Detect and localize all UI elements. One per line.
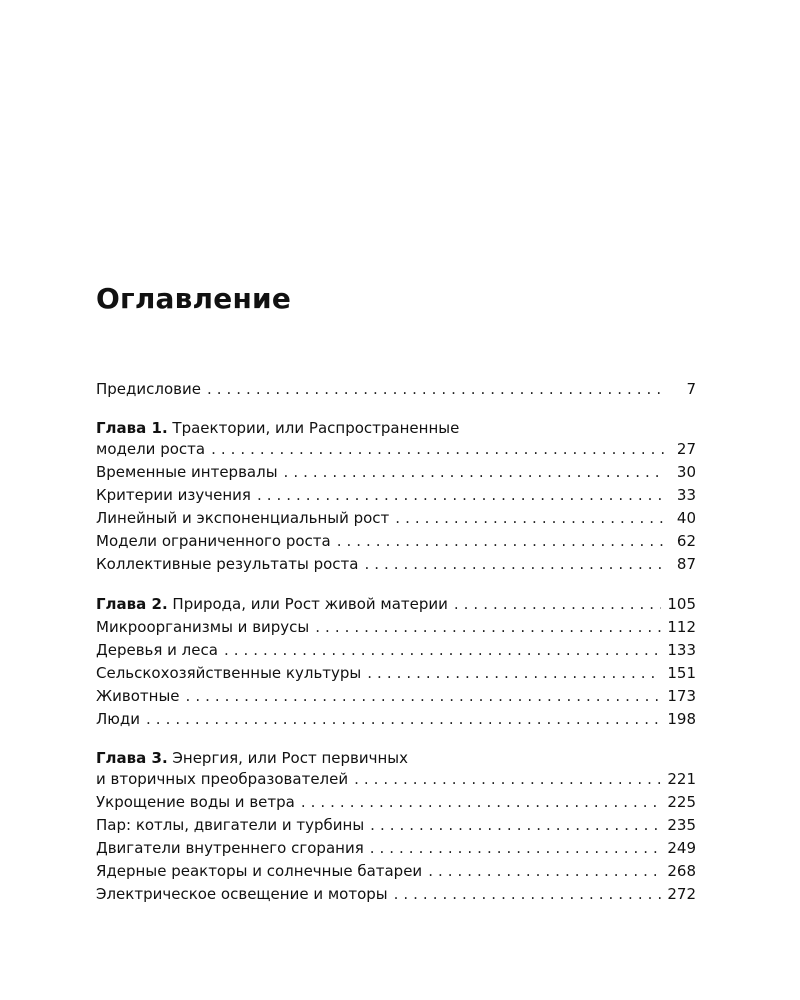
chapter-title-continued: модели роста — [96, 440, 206, 458]
toc-entry-label: Двигатели внутреннего сгорания — [96, 839, 364, 857]
toc-entry-label: Ядерные реакторы и солнечные батареи — [96, 862, 423, 880]
chapter-prefix: Глава 1. — [96, 419, 168, 437]
chapter-2-heading[interactable] — [96, 593, 696, 616]
toc-entry-label: Предисловие — [96, 380, 201, 398]
dot-leader — [367, 662, 661, 685]
toc-entry-label: Укрощение воды и ветра — [96, 793, 295, 811]
toc-entry-label: Временные интервалы — [96, 463, 278, 481]
toc-entry-preface[interactable] — [96, 378, 696, 401]
table-of-contents — [96, 378, 696, 906]
toc-page-number: 249 — [667, 839, 696, 857]
toc-entry[interactable] — [96, 837, 696, 860]
dot-leader — [354, 768, 661, 791]
toc-page-number: 221 — [667, 770, 696, 788]
chapter-1-heading-line1[interactable] — [96, 418, 696, 438]
toc-page-number: 87 — [676, 555, 696, 573]
chapter-3-heading-line2[interactable] — [96, 768, 696, 791]
dot-leader — [428, 860, 661, 883]
toc-entry[interactable] — [96, 708, 696, 731]
toc-page-number: 40 — [676, 509, 696, 527]
toc-entry[interactable] — [96, 860, 696, 883]
toc-page-number: 272 — [667, 885, 696, 903]
toc-entry[interactable] — [96, 616, 696, 639]
dot-leader — [301, 791, 662, 814]
page-title: Оглавление — [96, 282, 292, 315]
chapter-1-heading-line2[interactable] — [96, 438, 696, 461]
toc-page-number: 133 — [667, 641, 696, 659]
dot-leader — [186, 685, 662, 708]
toc-page-number: 268 — [667, 862, 696, 880]
toc-entry-label: Модели ограниченного роста — [96, 532, 331, 550]
chapter-prefix: Глава 2. — [96, 595, 168, 613]
toc-entry-label: Микроорганизмы и вирусы — [96, 618, 310, 636]
toc-entry-label: Коллективные результаты роста — [96, 555, 359, 573]
chapter-title: Траектории, или Распространенные — [172, 419, 460, 437]
toc-page-number: 62 — [676, 532, 696, 550]
toc-entry[interactable] — [96, 883, 696, 906]
dot-leader — [454, 593, 661, 616]
dot-leader — [207, 378, 666, 401]
chapter-title: Природа, или Рост живой материи — [172, 595, 448, 613]
dot-leader — [370, 837, 662, 860]
chapter-title-continued: и вторичных преобразователей — [96, 770, 349, 788]
dot-leader — [284, 461, 666, 484]
toc-page-number: 33 — [676, 486, 696, 504]
toc-entry[interactable] — [96, 814, 696, 837]
toc-entry[interactable] — [96, 685, 696, 708]
toc-entry[interactable] — [96, 484, 696, 507]
toc-page-number: 7 — [686, 380, 696, 398]
toc-entry-label: Деревья и леса — [96, 641, 218, 659]
toc-page-number: 151 — [667, 664, 696, 682]
chapter-prefix: Глава 3. — [96, 749, 168, 767]
dot-leader — [337, 530, 666, 553]
toc-page-number: 235 — [667, 816, 696, 834]
dot-leader — [257, 484, 666, 507]
toc-entry[interactable] — [96, 639, 696, 662]
toc-entry[interactable] — [96, 461, 696, 484]
dot-leader — [315, 616, 661, 639]
dot-leader — [370, 814, 661, 837]
toc-page-number: 105 — [667, 595, 696, 613]
toc-entry-label: Линейный и экспоненциальный рост — [96, 509, 390, 527]
toc-entry-label: Электрическое освещение и моторы — [96, 885, 388, 903]
dot-leader — [211, 438, 666, 461]
dot-leader — [224, 639, 661, 662]
toc-page-number: 27 — [676, 440, 696, 458]
chapter-3-heading-line1[interactable] — [96, 748, 696, 768]
toc-page-number: 173 — [667, 687, 696, 705]
dot-leader — [394, 883, 662, 906]
dot-leader — [395, 507, 666, 530]
toc-entry[interactable] — [96, 553, 696, 576]
toc-entry[interactable] — [96, 530, 696, 553]
dot-leader — [364, 553, 666, 576]
toc-entry[interactable] — [96, 507, 696, 530]
toc-entry-label: Пар: котлы, двигатели и турбины — [96, 816, 365, 834]
toc-entry-label: Сельскохозяйственные культуры — [96, 664, 362, 682]
toc-entry-label: Люди — [96, 710, 141, 728]
toc-entry-label: Животные — [96, 687, 180, 705]
toc-page-number: 112 — [667, 618, 696, 636]
toc-page-number: 225 — [667, 793, 696, 811]
toc-page-number: 198 — [667, 710, 696, 728]
toc-entry-label: Критерии изучения — [96, 486, 251, 504]
dot-leader — [146, 708, 661, 731]
chapter-title: Энергия, или Рост первичных — [172, 749, 409, 767]
toc-entry[interactable] — [96, 791, 696, 814]
toc-page-number: 30 — [676, 463, 696, 481]
toc-entry[interactable] — [96, 662, 696, 685]
